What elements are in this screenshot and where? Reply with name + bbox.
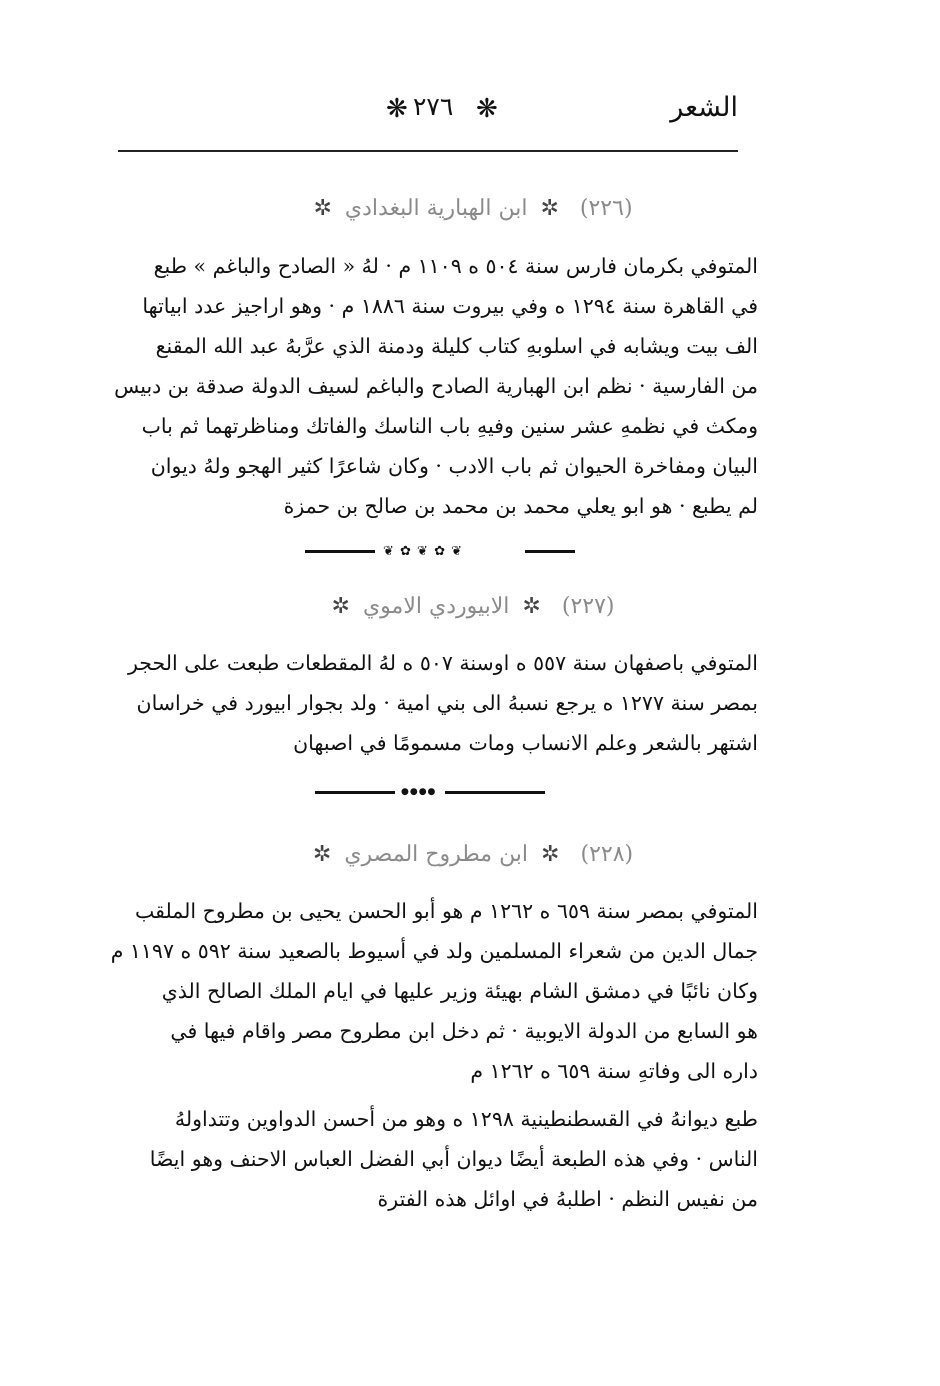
text-line: داره الى وفاتهِ سنة ٦٥٩ ه ١٢٦٢ م (470, 1059, 758, 1083)
header-rule (118, 150, 738, 152)
ornamental-divider (305, 544, 575, 558)
text-line: اشتهر بالشعر وعلم الانساب ومات مسمومًا في اصبهان (293, 731, 758, 755)
text-line: الف بيت ويشابه في اسلوبهِ كتاب كليلة ودمنة الذي عرَّبهُ عبد الله المقنع (155, 334, 758, 358)
text-line: هو السابع من الدولة الايوبية · ثم دخل ابن مطروح مصر واقام فيها في (170, 1019, 758, 1043)
section-title-227 (250, 594, 690, 619)
section-number: (٢٢٦) (579, 196, 633, 221)
section-heading: ابن مطروح المصري (344, 842, 529, 867)
running-title: الشعر (670, 92, 738, 123)
star-icon: ✲ (331, 594, 350, 619)
text-line: طبع ديوانهُ في القسطنطينية ١٢٩٨ ه وهو من أحسن الدواوين وتتداولهُ (174, 1107, 758, 1131)
text-line: المتوفي بمصر سنة ٦٥٩ ه ١٢٦٢ م هو أبو الحسن يحيى بن مطروح الملقب (134, 899, 758, 923)
section-heading: ابن الهبارية البغدادي (344, 196, 528, 221)
section-number: (٢٢٧) (561, 594, 615, 619)
text-line: الناس · وفي هذه الطبعة أيضًا ديوان أبي الفضل العباس الاحنف وهو ايضًا (149, 1147, 758, 1171)
text-line: لم يطبع · هو ابو يعلي محمد بن محمد بن صالح بن حمزة (283, 494, 758, 518)
star-icon: ✲ (540, 196, 559, 221)
star-icon: ✲ (541, 842, 560, 867)
star-icon: ✲ (313, 196, 332, 221)
ornament-right-icon: ❋ (476, 94, 498, 124)
ornament-left-icon: ❋ (386, 94, 408, 124)
ornamental-divider (315, 785, 545, 799)
section-body-227 (108, 643, 758, 763)
star-icon: ✲ (312, 842, 332, 867)
text-line: البيان ومفاخرة الحيوان ثم باب الادب · وكان شاعرًا كثير الهجو ولهُ ديوان (150, 454, 758, 478)
bead-icon: ●●●● (401, 787, 437, 797)
text-line: جمال الدين من شعراء المسلمين ولد في أسيوط بالصعيد سنة ٥٩٢ ه ١١٩٧ م (110, 939, 758, 963)
page-header (118, 92, 738, 138)
text-line: المتوفي بكرمان فارس سنة ٥٠٤ ه ١١٠٩ م · لهُ « الصادح والباغم » طبع (153, 254, 758, 278)
section-number: (٢٢٨) (580, 842, 634, 867)
section-body-228 (108, 891, 758, 1091)
star-icon: ✲ (522, 594, 541, 619)
section-body-228-continued (108, 1099, 758, 1219)
section-heading: الابيوردي الاموي (362, 594, 510, 619)
flourish-icon: ❦ ✿ ❦ ✿ ❦ (383, 544, 463, 559)
text-line: وكان نائبًا في دمشق الشام بهيئة وزير عليها في ايام الملك الصالح الذي (161, 979, 758, 1003)
page-number: ٢٧٦ (413, 92, 454, 121)
text-line: المتوفي باصفهان سنة ٥٥٧ ه اوسنة ٥٠٧ ه لهُ المقطعات طبعت على الحجر (127, 651, 758, 675)
text-line: من الفارسية · نظم ابن الهبارية الصادح والباغم لسيف الدولة صدقة بن دبيس (114, 374, 758, 398)
text-line: ومكث في نظمهِ عشر سنين وفيهِ باب الناسك والفاتك ومناظرتهما ثم باب (141, 414, 758, 438)
text-line: بمصر سنة ١٢٧٧ ه يرجع نسبهُ الى بني امية · ولد بجوار ابيورد في خراسان (136, 691, 758, 715)
section-title-228 (250, 842, 690, 867)
section-title-226 (250, 196, 690, 221)
section-body-226 (108, 246, 758, 526)
text-line: في القاهرة سنة ١٢٩٤ ه وفي بيروت سنة ١٨٨٦ م · وهو اراجيز عدد ابياتها (142, 294, 758, 318)
text-line: من نفيس النظم · اطلبهُ في اوائل هذه الفترة (377, 1187, 758, 1211)
